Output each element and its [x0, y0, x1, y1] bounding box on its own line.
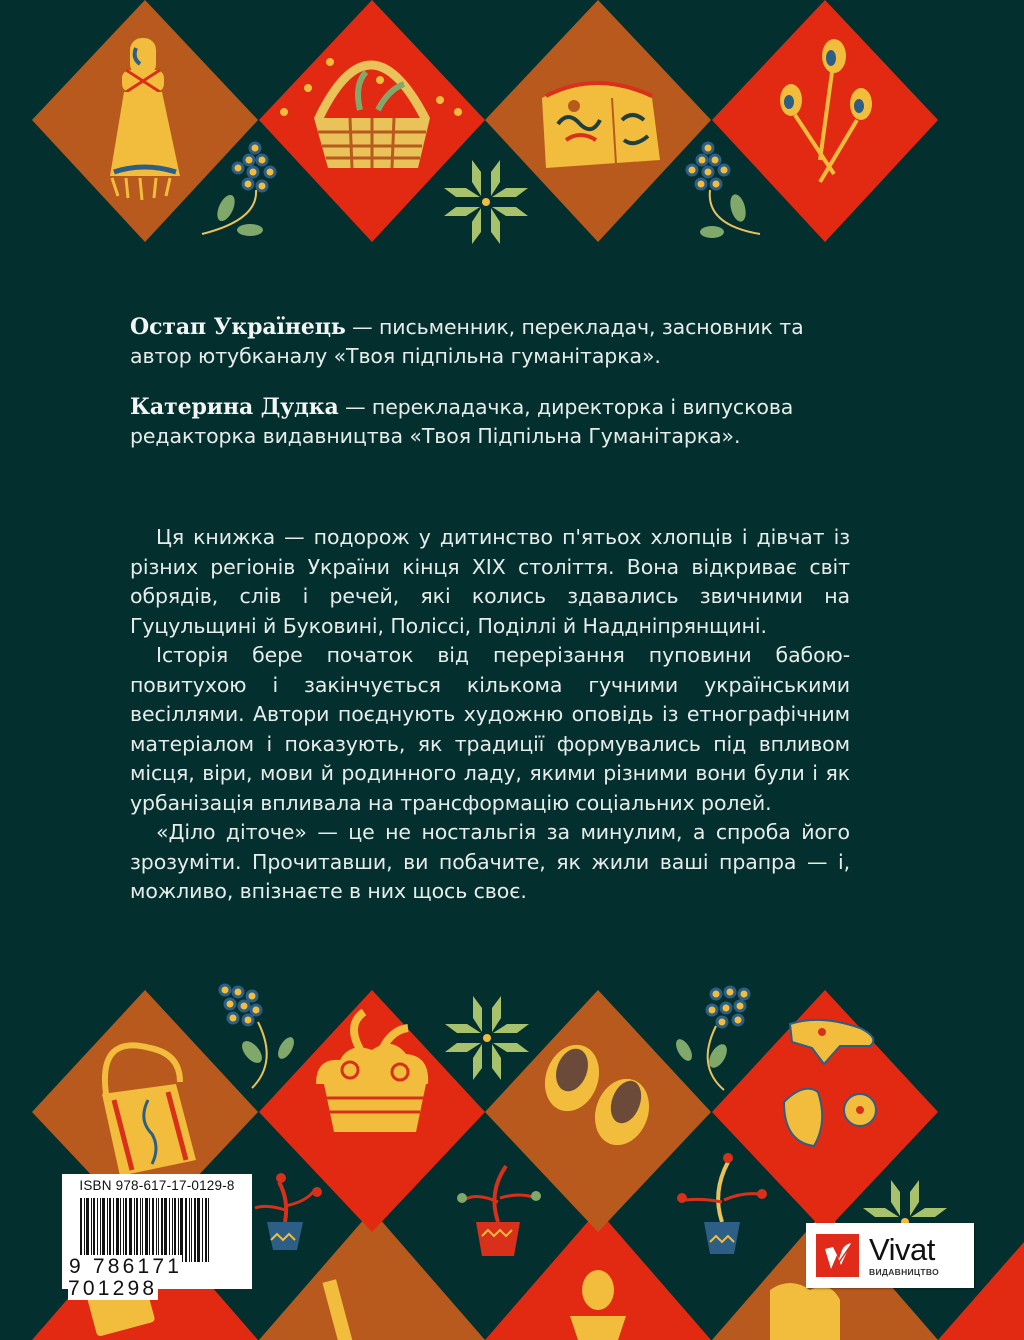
description-paragraph: Ця книжка — подорож у дитинство п'ятьох хлопців і дівчат із різних регіонів України кінця XIX століття. Вона відкриває світ обрядів, слів і речей, які колись здавались звичними на Гуцульщині й Буковині, Поліссі, Поділлі й Наддніпрянщині.: [130, 525, 850, 638]
author-bio: — письменник, перекладач, засновник та автор ютубканалу «Твоя підпільна гуманітарка».: [130, 315, 804, 368]
author-entry: [130, 313, 850, 371]
feather-icon: [816, 1234, 859, 1277]
barcode-bars: [80, 1198, 244, 1262]
publisher-name: Vivat: [869, 1231, 935, 1267]
author-entry: [130, 393, 850, 451]
publisher-subtitle: ВИДАВНИЦТВО: [869, 1266, 940, 1277]
authors-section: [130, 313, 850, 473]
description-paragraph: Історія бере початок від перерізання пуповини бабою-повитухою і закінчується кількома гучними українськими весіллями. Автори поєднують художню оповідь із етнографічним матеріалом і показують, як традиції формувались під впливом місця, віри, мови й родинного ладу, якими різними вони були і як урбанізація впливала на трансформацію соціальних ролей.: [130, 643, 850, 815]
book-description: [130, 523, 850, 907]
isbn-label: ISBN 978-617-17-0129-8: [79, 1178, 235, 1193]
barcode-digits: 9 786171 701298: [68, 1255, 183, 1300]
berry-sprig-icon: [220, 985, 297, 1088]
author-name: Катерина Дудка: [130, 394, 339, 420]
painted-chest-icon: [542, 83, 660, 168]
berry-sprig-icon: [673, 987, 749, 1090]
eight-point-star-icon: [444, 160, 528, 244]
bread-icon: [770, 1283, 840, 1340]
author-bio: — перекладачка, директорка і випускова редакторка видавництва «Твоя Підпільна Гуманітарка».: [130, 395, 794, 448]
publisher-logo: [806, 1223, 974, 1288]
potted-tree-icon: [255, 1173, 322, 1250]
potted-tree-icon: [677, 1153, 767, 1254]
eight-point-star-icon: [445, 996, 529, 1080]
description-paragraph: «Діло діточе» — це не ностальгія за минулим, а спроба його зрозуміти. Прочитавши, ви побачите, як жили ваші прапра — і, можливо, впізнаєте в них щось своє.: [130, 820, 850, 903]
top-ornament-band: [0, 0, 1024, 250]
potted-tree-icon: [457, 1166, 541, 1256]
isbn-barcode: [62, 1174, 252, 1300]
author-name: Остап Українець: [130, 314, 346, 340]
